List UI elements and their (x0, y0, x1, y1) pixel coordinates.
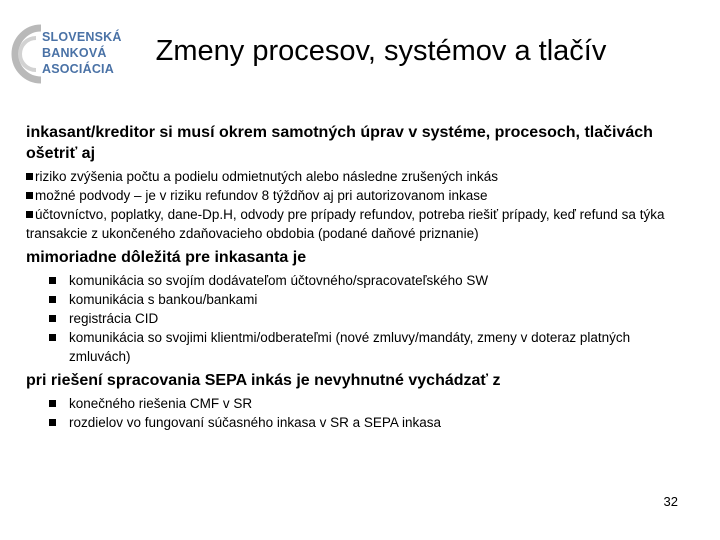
list-item: možné podvody – je v riziku refundov 8 týždňov aj pri autorizovanom inkase (26, 186, 694, 205)
list-item: konečného riešenia CMF v SR (26, 394, 694, 413)
square-bullet-icon (26, 211, 33, 218)
slide-content (26, 122, 694, 436)
section-2-heading: mimoriadne dôležitá pre inkasanta je (26, 249, 307, 266)
square-bullet-icon (26, 173, 33, 180)
square-bullet-icon (49, 419, 56, 426)
square-bullet-icon (49, 400, 56, 407)
section-2-list (26, 271, 694, 366)
square-bullet-icon (49, 277, 56, 284)
list-item: riziko zvýšenia počtu a podielu odmietnutých alebo následne zrušených inkás (26, 167, 694, 186)
slide-title: Zmeny procesov, systémov a tlačív (155, 35, 607, 67)
logo-line-1: SLOVENSKÁ (42, 30, 122, 44)
list-item: komunikácia so svojimi klientmi/odberateľmi (nové zmluvy/mandáty, zmeny v doteraz platných zmluvách) (26, 328, 694, 366)
section-3-list (26, 394, 694, 432)
section-1-heading: inkasant/kreditor si musí okrem samotných úprav v systéme, procesoch, tlačivách ošetriť aj (26, 124, 653, 162)
square-bullet-icon (49, 296, 56, 303)
square-bullet-icon (49, 315, 56, 322)
list-item: rozdielov vo fungovaní súčasného inkasa v SR a SEPA inkasa (26, 413, 694, 432)
list-item: komunikácia s bankou/bankami (26, 290, 694, 309)
section-1-list (26, 167, 694, 243)
section-3-heading: pri riešení spracovania SEPA inkás je nevyhnutné vychádzať z (26, 372, 501, 389)
logo-text (42, 29, 122, 77)
logo-line-2: BANKOVÁ (42, 46, 107, 60)
list-item: komunikácia so svojím dodávateľom účtovného/spracovateľského SW (26, 271, 694, 290)
list-item: účtovníctvo, poplatky, dane-Dp.H, odvody pre prípady refundov, potreba riešiť prípady, keď refund sa týka transakcie z ukončeného zdaňovacieho obdobia (podané daňové priznanie) (26, 207, 665, 241)
page-number: 32 (663, 494, 678, 509)
square-bullet-icon (26, 192, 33, 199)
logo-line-3: ASOCIÁCIA (42, 62, 114, 76)
square-bullet-icon (49, 334, 56, 341)
list-item: registrácia CID (26, 309, 694, 328)
